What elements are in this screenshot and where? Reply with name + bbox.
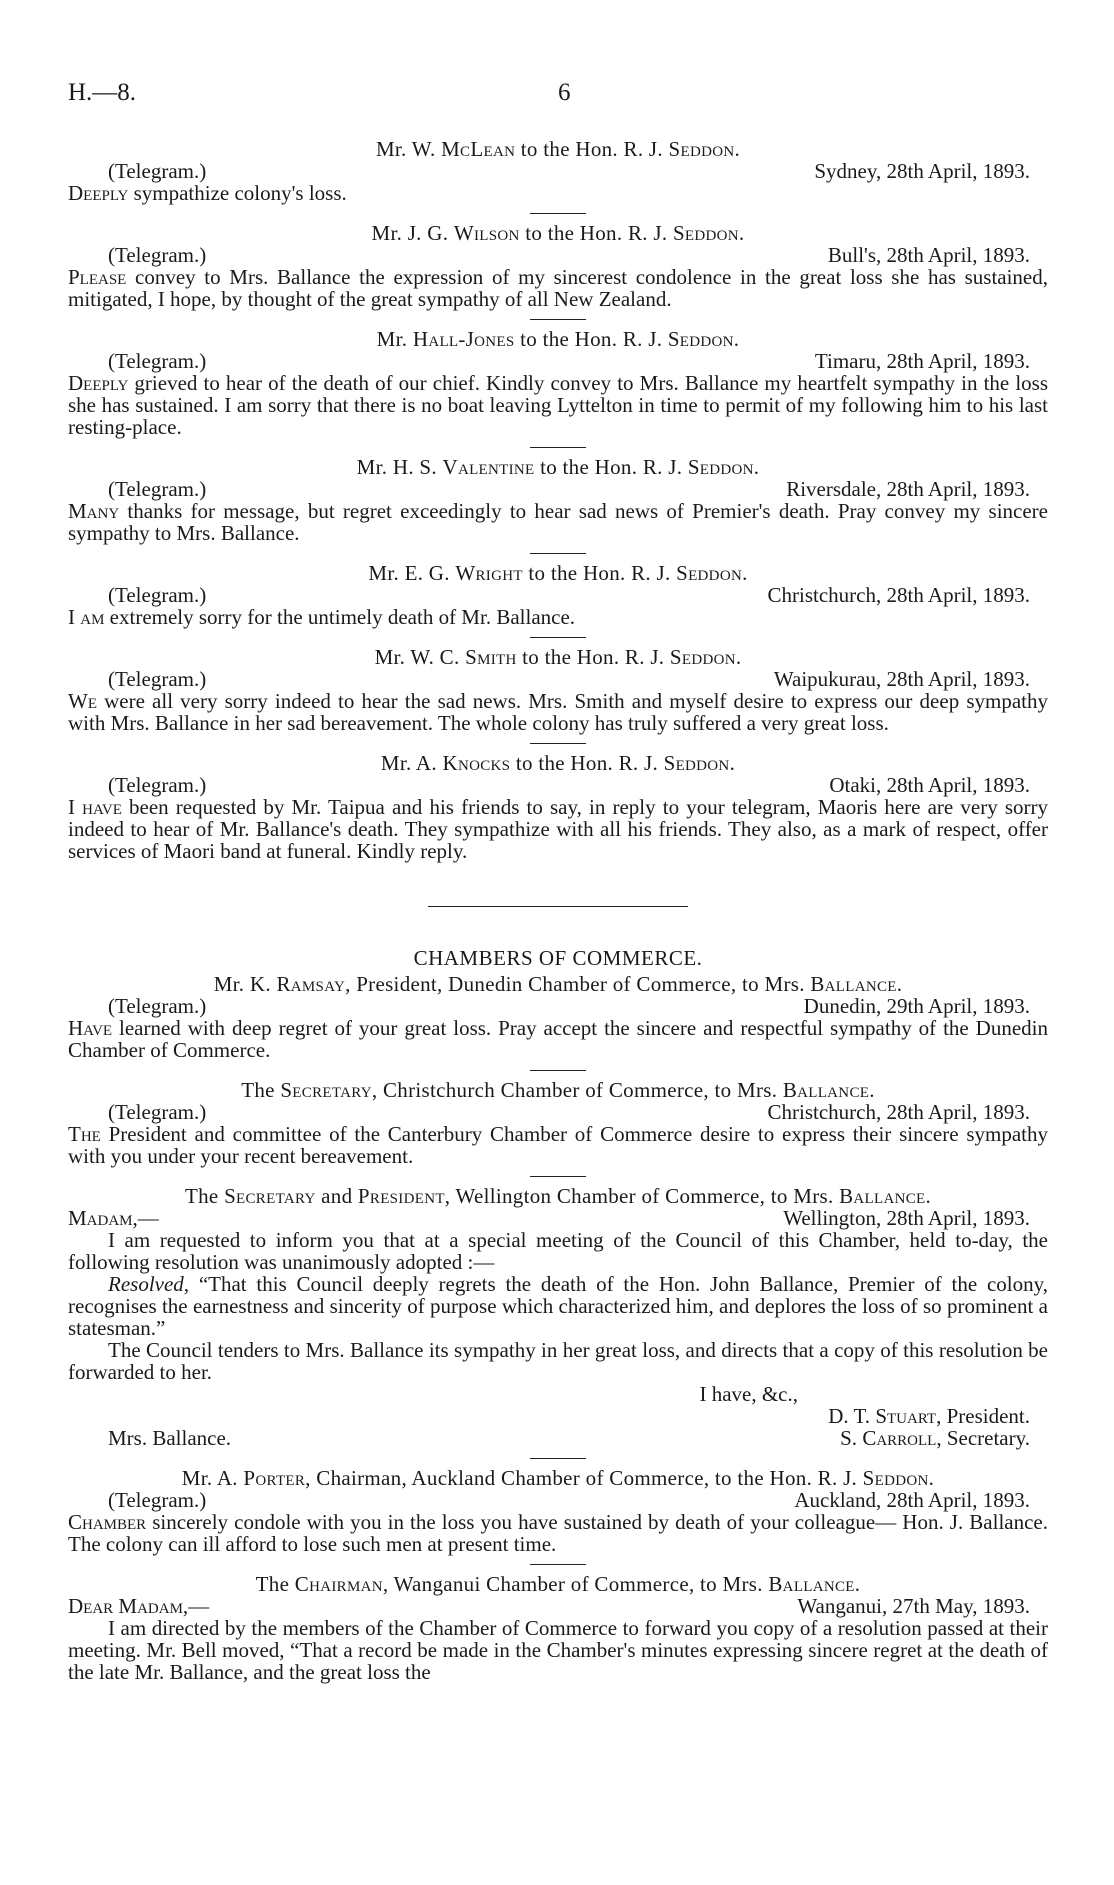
letter-body: I am directed by the members of the Chamber of Commerce to forward you copy of a resolution passed at their meeting. Mr. Bell moved, “That a record be made in the Chamber's minutes expressing sincere regret at the death of the late Mr. Ballance, and the great loss the [68,1616,1048,1684]
signature-row [68,1405,1048,1427]
letter-hall-jones [68,328,1048,438]
section-title: CHAMBERS OF COMMERCE. [413,946,703,970]
letter-body: We were all very sorry indeed to hear the sad news. Mrs. Smith and myself desire to express our deep sympathy with Mrs. Ballance in her sad bereavement. The whole colony has truly suffered a very great loss. [68,689,1048,735]
closing-row [68,1383,1048,1405]
letter-mclean [68,138,1048,204]
telegram-label: (Telegram.) [108,773,207,797]
place-date: Timaru, 28th April, 1893. [814,349,1030,373]
place-date: Wellington, 28th April, 1893. [783,1206,1030,1230]
letter-wanganui [68,1573,1048,1683]
letter-heading: Mr. J. G. Wilson to the Hon. R. J. Seddon. [371,221,745,245]
divider-rule [530,553,586,554]
page-header [68,79,1048,112]
letter-body: I have been requested by Mr. Taipua and his friends to say, in reply to your telegram, Maoris here are very sorry indeed to hear of Mr. Ballance's death. They sympathize with all his friends. They also, as a mark of respect, offer services of Maori band at funeral. Kindly reply. [68,795,1048,863]
place-date: Otaki, 28th April, 1893. [829,773,1030,797]
signature-row [68,1427,1048,1449]
letter-meta [68,774,1048,796]
page-number: 6 [558,79,571,106]
letter-meta [68,350,1048,372]
letter-knocks [68,752,1048,862]
letter-meta [68,1595,1048,1617]
letter-heading: Mr. A. Knocks to the Hon. R. J. Seddon. [380,751,736,775]
letter-heading: Mr. A. Porter, Chairman, Auckland Chamber of Commerce, to the Hon. R. J. Seddon. [181,1466,935,1490]
telegram-label: (Telegram.) [108,1100,207,1124]
letter-wilson [68,222,1048,310]
letter-meta [68,244,1048,266]
letter-meta [68,1101,1048,1123]
telegram-label: (Telegram.) [108,243,207,267]
letter-porter [68,1467,1048,1555]
letter-body: Chamber sincerely condole with you in the loss you have sustained by death of your colleague— Hon. J. Ballance. The colony can ill afford to lose such men at present time. [68,1510,1048,1556]
divider-rule [530,1070,586,1071]
telegram-label: (Telegram.) [108,994,207,1018]
place-date: Christchurch, 28th April, 1893. [767,1100,1030,1124]
letter-body: Please convey to Mrs. Ballance the expression of my sincerest condolence in the great loss she has sustained, mitigated, I hope, by thought of the great sympathy of all New Zealand. [68,265,1048,311]
place-date: Wanganui, 27th May, 1893. [797,1594,1030,1618]
place-date: Riversdale, 28th April, 1893. [786,477,1030,501]
resolution-text: Resolved, “That this Council deeply regrets the death of the Hon. John Ballance, Premier of the colony, recognises the earnestness and sincerity of purpose which characterized him, and deplores the loss of so prominent a statesman.” [68,1272,1048,1340]
letter-meta [68,668,1048,690]
page-content [68,138,1048,1683]
divider-rule [530,1176,586,1177]
letter-heading: Mr. W. McLean to the Hon. R. J. Seddon. [375,137,741,161]
section-divider-rule [428,906,688,907]
letter-wright [68,562,1048,628]
letter-body: I am requested to inform you that at a special meeting of the Council of this Chamber, held to-day, the following resolution was unanimously adopted :— [68,1228,1048,1274]
letter-heading: Mr. W. C. Smith to the Hon. R. J. Seddon. [374,645,742,669]
letter-body: Deeply grieved to hear of the death of our chief. Kindly convey to Mrs. Ballance my heartfelt sympathy in the loss she has sustained. I am sorry that there is no boat leaving Lyttelton in time to permit of my following him to his last resting-place. [68,371,1048,439]
letter-ramsay [68,973,1048,1061]
place-date: Waipukurau, 28th April, 1893. [773,667,1030,691]
salutation: Dear Madam,— [68,1594,210,1618]
place-date: Sydney, 28th April, 1893. [814,159,1030,183]
letter-meta [68,478,1048,500]
telegram-label: (Telegram.) [108,1488,207,1512]
letter-body: I am extremely sorry for the untimely death of Mr. Ballance. [68,605,576,629]
divider-rule [530,213,586,214]
letter-body: The President and committee of the Canterbury Chamber of Commerce desire to express their sincere sympathy with you under your recent bereavement. [68,1122,1048,1168]
letter-body: Have learned with deep regret of your great loss. Pray accept the sincere and respectful sympathy of the Dunedin Chamber of Commerce. [68,1016,1048,1062]
letter-body: Deeply sympathize colony's loss. [68,181,347,205]
letter-heading: Mr. Hall-Jones to the Hon. R. J. Seddon. [376,327,740,351]
divider-rule [530,1564,586,1565]
closing: I have, &c., [699,1382,798,1406]
telegram-label: (Telegram.) [108,583,207,607]
letter-smith [68,646,1048,734]
letter-heading: Mr. H. S. Valentine to the Hon. R. J. Seddon. [356,455,760,479]
document-code: H.—8. [68,79,137,106]
letter-meta [68,584,1048,606]
place-date: Christchurch, 28th April, 1893. [767,583,1030,607]
telegram-label: (Telegram.) [108,159,207,183]
signature-president: D. T. Stuart, President. [828,1404,1030,1428]
letter-heading: Mr. E. G. Wright to the Hon. R. J. Seddon. [368,561,748,585]
divider-rule [530,1458,586,1459]
telegram-label: (Telegram.) [108,349,207,373]
divider-rule [530,447,586,448]
letter-heading: The Secretary and President, Wellington Chamber of Commerce, to Mrs. Ballance. [184,1184,932,1208]
signature-secretary: S. Carroll, Secretary. [840,1426,1030,1450]
letter-valentine [68,456,1048,544]
divider-rule [530,637,586,638]
letter-meta [68,1489,1048,1511]
place-date: Bull's, 28th April, 1893. [827,243,1030,267]
letter-body: The Council tenders to Mrs. Ballance its sympathy in her great loss, and directs that a copy of this resolution be forwarded to her. [68,1338,1048,1384]
letter-heading: Mr. K. Ramsay, President, Dunedin Chamber of Commerce, to Mrs. Ballance. [213,972,903,996]
divider-rule [530,319,586,320]
place-date: Auckland, 28th April, 1893. [794,1488,1030,1512]
letter-christchurch-secretary [68,1079,1048,1167]
letter-meta [68,995,1048,1017]
letter-body: Many thanks for message, but regret exceedingly to hear sad news of Premier's death. Pray convey my sincere sympathy to Mrs. Ballance. [68,499,1048,545]
letter-heading: The Chairman, Wanganui Chamber of Commerce, to Mrs. Ballance. [255,1572,861,1596]
letter-meta [68,1207,1048,1229]
letter-wellington [68,1185,1048,1449]
telegram-label: (Telegram.) [108,477,207,501]
place-date: Dunedin, 29th April, 1893. [803,994,1030,1018]
salutation: Madam,— [68,1206,159,1230]
letter-meta [68,160,1048,182]
telegram-label: (Telegram.) [108,667,207,691]
divider-rule [530,743,586,744]
addressee: Mrs. Ballance. [108,1426,232,1450]
letter-heading: The Secretary, Christchurch Chamber of Commerce, to Mrs. Ballance. [241,1078,875,1102]
